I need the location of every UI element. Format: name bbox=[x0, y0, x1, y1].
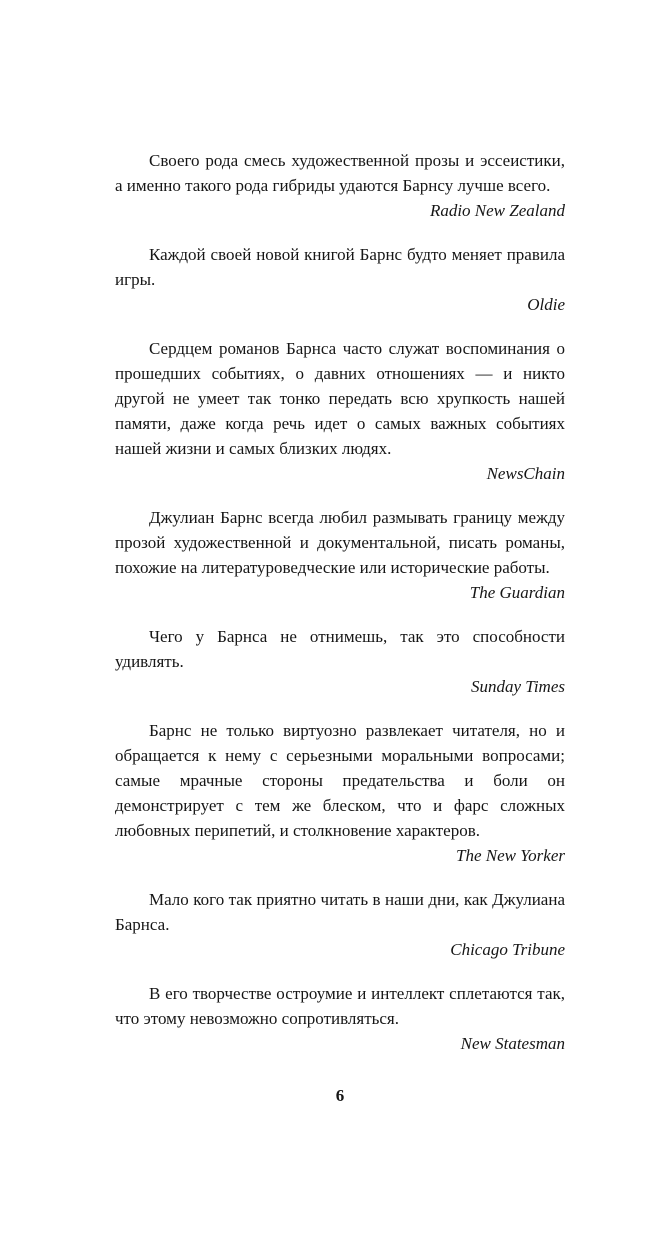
quote-block bbox=[115, 505, 565, 605]
quote-block bbox=[115, 624, 565, 699]
quote-text: Каждой своей новой книгой Барнс будто меняет правила игры. bbox=[115, 245, 565, 289]
quote-block bbox=[115, 242, 565, 317]
quote-text: Джулиан Барнс всегда любил размывать границу между прозой художественной и документальной, писать романы, похожие на литературоведческие или исторические работы. bbox=[115, 508, 565, 577]
quote-text: Своего рода смесь художественной прозы и эссеистики, а именно такого рода гибриды удаются Барнсу лучше всего. bbox=[115, 151, 565, 195]
quote-text: В его творчестве остроумие и интеллект сплетаются так, что этому невозможно сопротивляться. bbox=[115, 984, 565, 1028]
quote-block bbox=[115, 887, 565, 962]
quote-block bbox=[115, 148, 565, 223]
quote-source: The New Yorker bbox=[456, 846, 565, 865]
quote-source: Chicago Tribune bbox=[450, 940, 565, 959]
quote-source: New Statesman bbox=[460, 1034, 565, 1053]
quote-text: Мало кого так приятно читать в наши дни, как Джулиана Барнса. bbox=[115, 890, 565, 934]
quotes-list bbox=[115, 148, 565, 1056]
quote-block bbox=[115, 336, 565, 486]
quote-text: Чего у Барнса не отнимешь, так это способности удивлять. bbox=[115, 627, 565, 671]
quote-source: NewsChain bbox=[486, 464, 565, 483]
quote-block bbox=[115, 981, 565, 1056]
quote-source: The Guardian bbox=[469, 583, 565, 602]
quote-source: Sunday Times bbox=[471, 677, 565, 696]
quote-source: Radio New Zealand bbox=[429, 201, 565, 220]
page-number: 6 bbox=[335, 1086, 345, 1105]
quote-block bbox=[115, 718, 565, 868]
quote-text: Сердцем романов Барнса часто служат воспоминания о прошедших событиях, о давних отношениях — и никто другой не умеет так тонко передать всю хрупкость нашей памяти, даже когда речь идет о самых важных событиях нашей жизни и самых близких людях. bbox=[115, 339, 565, 458]
quote-text: Барнс не только виртуозно развлекает читателя, но и обращается к нему с серьезными моральными вопросами; самые мрачные стороны предательства и боли он демонстрирует с тем же блеском, что и фарс сложных любовных перипетий, и столкновение характеров. bbox=[115, 721, 565, 840]
quote-source: Oldie bbox=[527, 295, 565, 314]
